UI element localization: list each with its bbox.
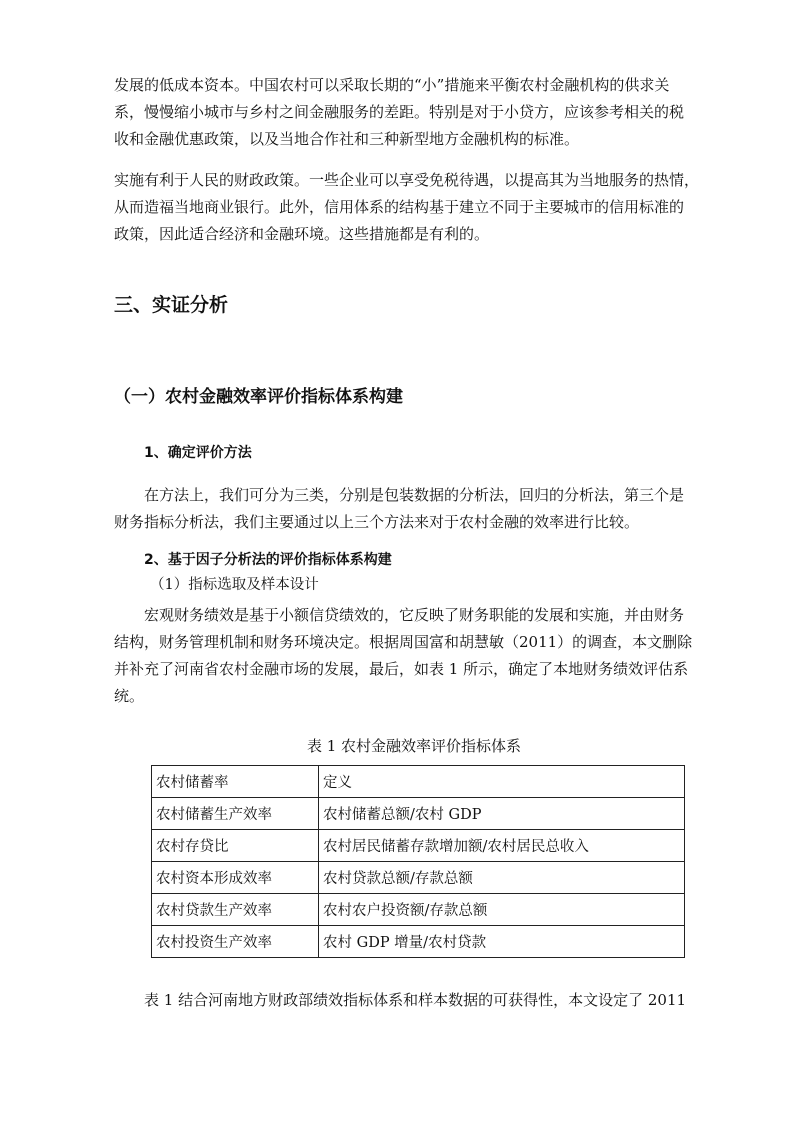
subsection-heading: （一）农村金融效率评价指标体系构建	[114, 387, 403, 407]
intro-line: 系，慢慢缩小城市与乡村之间金融服务的差距。特别是对于小贷方，应该参考相关的税	[114, 103, 685, 121]
macro-paragraph	[114, 602, 714, 710]
table-caption: 表 1 农村金融效率评价指标体系	[306, 737, 522, 755]
item2-sub-heading: （1）指标选取及样本设计	[150, 577, 319, 593]
section-heading: 三、实证分析	[114, 294, 229, 316]
closing-line: 表 1 结合河南地方财政部绩效指标体系和样本数据的可获得性，本文设定了 2011	[144, 991, 687, 1009]
table-cell: 农村资本形成效率	[152, 862, 319, 894]
table-row	[152, 798, 685, 830]
table-cell: 定义	[319, 766, 685, 798]
table-cell: 农村居民储蓄存款增加额/农村居民总收入	[319, 830, 685, 862]
table-row	[152, 926, 685, 958]
table-cell: 农村储蓄率	[152, 766, 319, 798]
item2-heading: 2、基于因子分析法的评价指标体系构建	[144, 552, 392, 568]
table-cell: 农村储蓄总额/农村 GDP	[319, 798, 685, 830]
intro-line: 收和金融优惠政策，以及当地合作社和三种新型地方金融机构的标准。	[114, 130, 580, 148]
table-cell: 农村贷款生产效率	[152, 894, 319, 926]
macro-line: 宏观财务绩效是基于小额信贷绩效的，它反映了财务职能的发展和实施，并由财务	[144, 606, 685, 624]
table-row	[152, 894, 685, 926]
policy-line: 实施有利于人民的财政政策。一些企业可以享受免税待遇，以提高其为当地服务的热情，	[114, 171, 700, 189]
index-table	[151, 765, 685, 958]
table-row	[152, 766, 685, 798]
method-line: 在方法上，我们可分为三类，分别是包装数据的分析法，回归的分析法，第三个是	[144, 486, 685, 504]
table-cell: 农村贷款总额/存款总额	[319, 862, 685, 894]
item1-heading: 1、确定评价方法	[144, 445, 252, 461]
macro-line: 统。	[114, 687, 145, 705]
table-cell: 农村储蓄生产效率	[152, 798, 319, 830]
table-cell: 农村存贷比	[152, 830, 319, 862]
policy-line: 政策，因此适合经济和金融环境。这些措施都是有利的。	[114, 225, 490, 243]
table-cell: 农村投资生产效率	[152, 926, 319, 958]
macro-line: 结构，财务管理机制和财务环境决定。根据周国富和胡慧敏（2011）的调查，本文删除	[114, 633, 693, 651]
intro-line: 发展的低成本资本。中国农村可以采取长期的“小”措施来平衡农村金融机构的供求关	[114, 76, 670, 94]
policy-line: 从而造福当地商业银行。此外，信用体系的结构基于建立不同于主要城市的信用标准的	[114, 198, 685, 216]
macro-line: 并补充了河南省农村金融市场的发展，最后，如表 1 所示，确定了本地财务绩效评估系	[114, 660, 689, 678]
table-cell: 农村农户投资额/存款总额	[319, 894, 685, 926]
table-cell: 农村 GDP 增量/农村贷款	[319, 926, 685, 958]
method-paragraph	[114, 482, 714, 536]
policy-paragraph	[114, 167, 714, 248]
table-row	[152, 862, 685, 894]
intro-paragraph	[114, 72, 714, 153]
method-line: 财务指标分析法，我们主要通过以上三个方法来对于农村金融的效率进行比较。	[114, 513, 640, 531]
table-row	[152, 830, 685, 862]
